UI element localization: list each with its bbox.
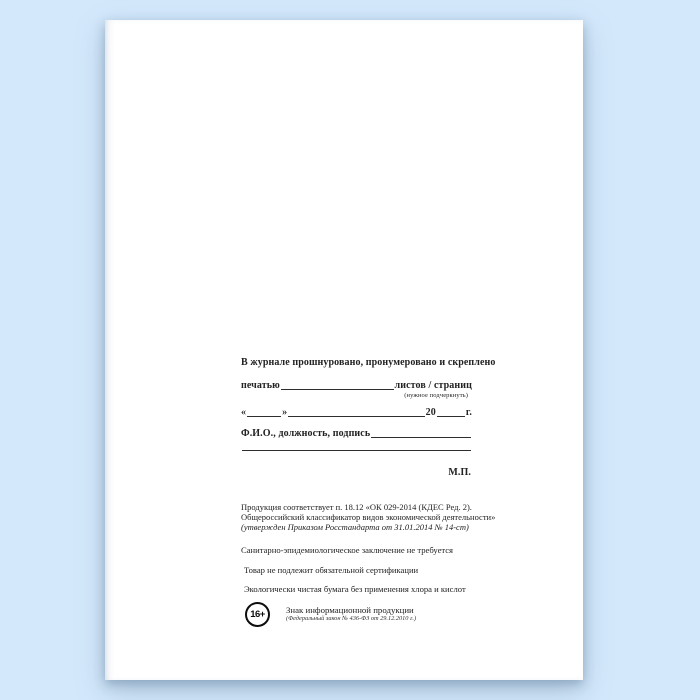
compliance-line-1: Продукция соответствует п. 18.12 «ОК 029-2014 (КДЕС Ред. 2). — [241, 502, 472, 512]
signature-row — [241, 427, 472, 440]
statement-certification: Товар не подлежит обязательной сертификации — [244, 564, 419, 575]
age-16plus-icon: 16+ — [245, 602, 270, 627]
blank-line — [242, 450, 471, 451]
binding-heading: В журнале прошнуровано, пронумеровано и скреплено — [241, 357, 496, 368]
underline-instruction-note: (нужное подчеркнуть) — [404, 392, 468, 399]
binding-certification-block — [241, 356, 496, 479]
seal-sheets-row — [241, 379, 472, 392]
year-suffix: г. — [465, 407, 472, 418]
compliance-law-reference: (утвержден Приказом Росстандарта от 31.01.2014 № 14-ст) — [241, 522, 469, 532]
sheets-pages-label: листов / страниц — [394, 380, 472, 391]
stamp-place-label: М.П. — [448, 467, 471, 478]
year-prefix: 20 — [425, 407, 436, 418]
age-mark-text — [286, 602, 416, 623]
age-mark-title: Знак информационной продукции — [286, 605, 414, 615]
month-blank-line — [288, 416, 424, 417]
product-compliance-block — [241, 502, 496, 532]
seal-label: печатью — [241, 380, 280, 391]
statement-eco-paper: Экологически чистая бумага без применения хлора и кислот — [244, 584, 466, 594]
date-row — [241, 406, 472, 419]
statement-sanitary: Санитарно-эпидемиологическое заключение не требуется — [241, 545, 454, 555]
signature-label: Ф.И.О., должность, подпись — [241, 428, 371, 439]
close-quote: » — [282, 407, 288, 418]
year-blank-line — [437, 416, 465, 417]
age-mark-law-note: (Федеральный закон № 436-ФЗ от 29.12.2010 г.) — [286, 615, 417, 622]
signature-blank-line — [371, 437, 471, 438]
day-blank-line — [247, 416, 281, 417]
age-information-mark — [245, 602, 416, 627]
certification-statements — [241, 545, 481, 604]
blank-line — [281, 389, 394, 390]
extra-blank-line-row — [241, 441, 472, 453]
compliance-line-2: Общероссийский классификатор видов экономической деятельности» — [241, 512, 496, 522]
journal-back-page — [105, 20, 583, 680]
open-quote: « — [241, 407, 247, 418]
